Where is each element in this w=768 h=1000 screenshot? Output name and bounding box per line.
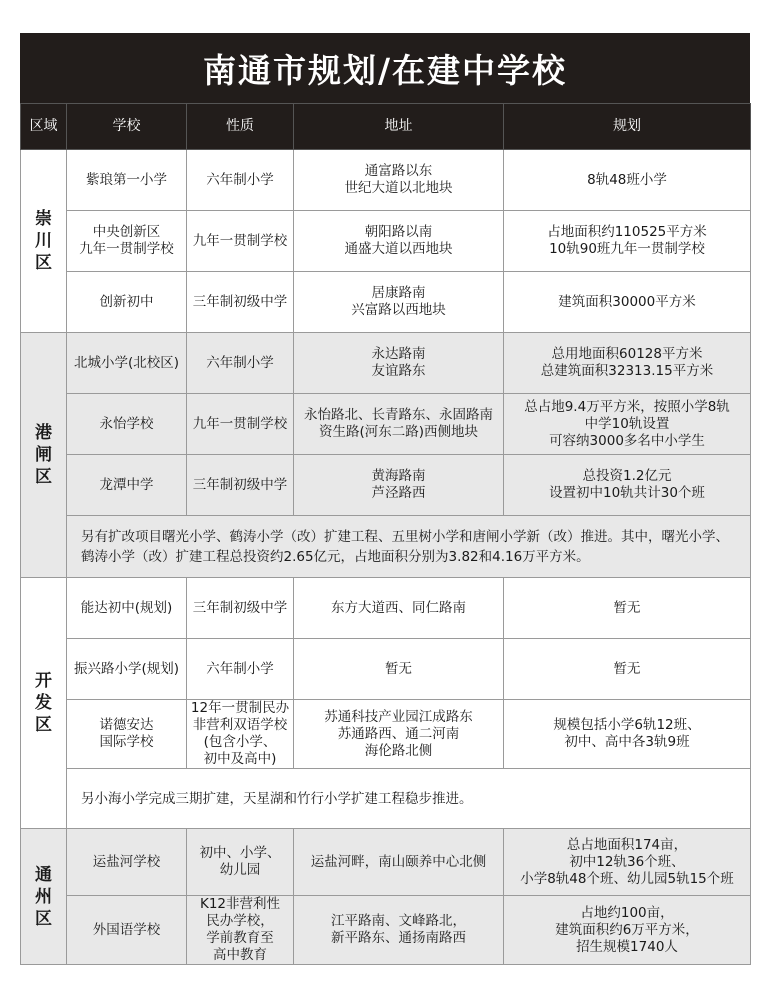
plan-line: 建筑面积约6万平方米， xyxy=(555,921,699,938)
region-cell: 通 州 区 xyxy=(21,829,67,965)
plan-line: 招生规模1740人 xyxy=(576,938,678,955)
address-cell xyxy=(294,394,504,455)
plan-line: 初中12轨36个班、 xyxy=(569,853,685,870)
type-cell: 六年制小学 xyxy=(187,639,294,700)
school-cell: 北城小学(北校区) xyxy=(67,333,187,394)
header-school: 学校 xyxy=(67,104,187,150)
note-row xyxy=(21,769,751,829)
address-line: 东方大道西、同仁路南 xyxy=(331,599,466,616)
region-cell: 港 闸 区 xyxy=(21,333,67,578)
address-line: 新平路东、通扬南路西 xyxy=(331,930,466,946)
table-row xyxy=(21,639,751,700)
type-cell: 三年制初级中学 xyxy=(187,272,294,333)
plan-cell xyxy=(504,272,751,333)
region-cell: 开 发 区 xyxy=(21,578,67,829)
plan-cell xyxy=(504,394,751,455)
school-cell: 诺德安达 国际学校 xyxy=(67,700,187,769)
type-cell: 初中、小学、 幼儿园 xyxy=(187,829,294,896)
address-cell xyxy=(294,150,504,211)
address-cell xyxy=(294,211,504,272)
address-line: 世纪大道以北地块 xyxy=(344,180,453,196)
table-row xyxy=(21,211,751,272)
school-cell: 龙潭中学 xyxy=(67,455,187,516)
plan-line: 占地约100亩， xyxy=(580,904,674,921)
school-cell: 中央创新区 九年一贯制学校 xyxy=(67,211,187,272)
header-address: 地址 xyxy=(294,104,504,150)
type-cell: 九年一贯制学校 xyxy=(187,211,294,272)
address-line: 芦泾路西 xyxy=(371,485,426,501)
address-line: 资生路(河东二路)西侧地块 xyxy=(318,424,479,440)
school-cell: 外国语学校 xyxy=(67,896,187,965)
table-row xyxy=(21,700,751,769)
plan-cell xyxy=(504,700,751,769)
type-cell: K12非营利性 民办学校， 学前教育至 高中教育 xyxy=(187,896,294,965)
address-line: 江平路南、文峰路北， xyxy=(331,913,466,929)
plan-line: 8轨48班小学 xyxy=(587,171,667,188)
note-cell: 另小海小学完成三期扩建，天星湖和竹行小学扩建工程稳步推进。 xyxy=(67,769,751,829)
address-cell xyxy=(294,639,504,700)
plan-cell xyxy=(504,896,751,965)
plan-line: 总用地面积60128平方米 xyxy=(551,346,703,362)
plan-line: 暂无 xyxy=(613,660,641,677)
address-line: 暂无 xyxy=(385,660,412,677)
note-cell: 另有扩改项目曙光小学、鹤涛小学（改）扩建工程、五里树小学和唐闸小学新（改）推进。其中，曙光小学、鹤涛小学（改）扩建工程总投资约2.65亿元，占地面积分别为3.82和4.16万平方米。 xyxy=(67,516,751,578)
plan-cell xyxy=(504,639,751,700)
plan-line: 设置初中10轨共计30个班 xyxy=(549,485,705,501)
plan-cell xyxy=(504,455,751,516)
type-cell: 12年一贯制民办 非营利双语学校 (包含小学、 初中及高中) xyxy=(187,700,294,769)
address-line: 兴富路以西地块 xyxy=(351,302,446,318)
school-cell: 紫琅第一小学 xyxy=(67,150,187,211)
address-cell xyxy=(294,896,504,965)
plan-line: 总占地面积174亩， xyxy=(566,836,688,853)
plan-line: 总占地9.4万平方米，按照小学8轨 xyxy=(524,398,730,415)
address-line: 永怡路北、长青路东、永固路南 xyxy=(304,407,493,423)
plan-cell xyxy=(504,333,751,394)
table-row xyxy=(21,333,751,394)
type-cell: 三年制初级中学 xyxy=(187,455,294,516)
school-cell: 能达初中(规划) xyxy=(67,578,187,639)
school-cell: 振兴路小学(规划) xyxy=(67,639,187,700)
address-line: 通盛大道以西地块 xyxy=(344,241,453,257)
address-cell xyxy=(294,455,504,516)
plan-line: 中学10轨设置 xyxy=(584,415,670,432)
type-cell: 六年制小学 xyxy=(187,150,294,211)
table-row xyxy=(21,896,751,965)
plan-line: 10轨90班九年一贯制学校 xyxy=(549,241,705,257)
schools-table xyxy=(20,103,751,965)
plan-line: 可容纳3000多名中小学生 xyxy=(549,432,705,449)
plan-line: 建筑面积30000平方米 xyxy=(558,293,696,310)
address-cell xyxy=(294,578,504,639)
address-line: 苏通科技产业园江成路东 xyxy=(324,708,473,725)
plan-line: 总投资1.2亿元 xyxy=(582,468,672,484)
address-line: 海伦路北侧 xyxy=(364,742,433,759)
address-line: 居康路南 xyxy=(371,285,426,301)
table-row xyxy=(21,272,751,333)
address-line: 朝阳路以南 xyxy=(364,224,433,240)
plan-line: 小学8轨48个班、幼儿园5轨15个班 xyxy=(520,870,734,887)
address-line: 运盐河畔，南山颐养中心北侧 xyxy=(310,853,487,870)
table-row xyxy=(21,829,751,896)
address-cell xyxy=(294,700,504,769)
plan-cell xyxy=(504,829,751,896)
note-row xyxy=(21,516,751,578)
page-title: 南通市规划/在建中学校 xyxy=(20,33,750,103)
address-cell xyxy=(294,829,504,896)
plan-cell xyxy=(504,211,751,272)
address-line: 友谊路东 xyxy=(371,363,426,379)
plan-line: 暂无 xyxy=(613,599,641,616)
table-row xyxy=(21,394,751,455)
header-plan: 规划 xyxy=(504,104,751,150)
school-cell: 运盐河学校 xyxy=(67,829,187,896)
address-line: 永达路南 xyxy=(371,346,426,362)
plan-cell xyxy=(504,150,751,211)
table-row xyxy=(21,578,751,639)
plan-line: 初中、高中各3轨9班 xyxy=(564,734,690,750)
table-row xyxy=(21,455,751,516)
plan-line: 占地面积约110525平方米 xyxy=(547,224,707,240)
type-cell: 六年制小学 xyxy=(187,333,294,394)
address-line: 苏通路西、通二河南 xyxy=(337,725,460,742)
plan-line: 规模包括小学6轨12班、 xyxy=(553,717,701,733)
type-cell: 三年制初级中学 xyxy=(187,578,294,639)
header-type: 性质 xyxy=(187,104,294,150)
table-row xyxy=(21,150,751,211)
address-line: 通富路以东 xyxy=(364,163,433,179)
address-cell xyxy=(294,333,504,394)
school-cell: 永怡学校 xyxy=(67,394,187,455)
plan-cell xyxy=(504,578,751,639)
schools-sheet xyxy=(20,33,750,965)
header-region: 区域 xyxy=(21,104,67,150)
header-row xyxy=(21,104,751,150)
type-cell: 九年一贯制学校 xyxy=(187,394,294,455)
address-cell xyxy=(294,272,504,333)
address-line: 黄海路南 xyxy=(371,468,426,484)
plan-line: 总建筑面积32313.15平方米 xyxy=(540,363,714,379)
school-cell: 创新初中 xyxy=(67,272,187,333)
region-cell: 崇 川 区 xyxy=(21,150,67,333)
